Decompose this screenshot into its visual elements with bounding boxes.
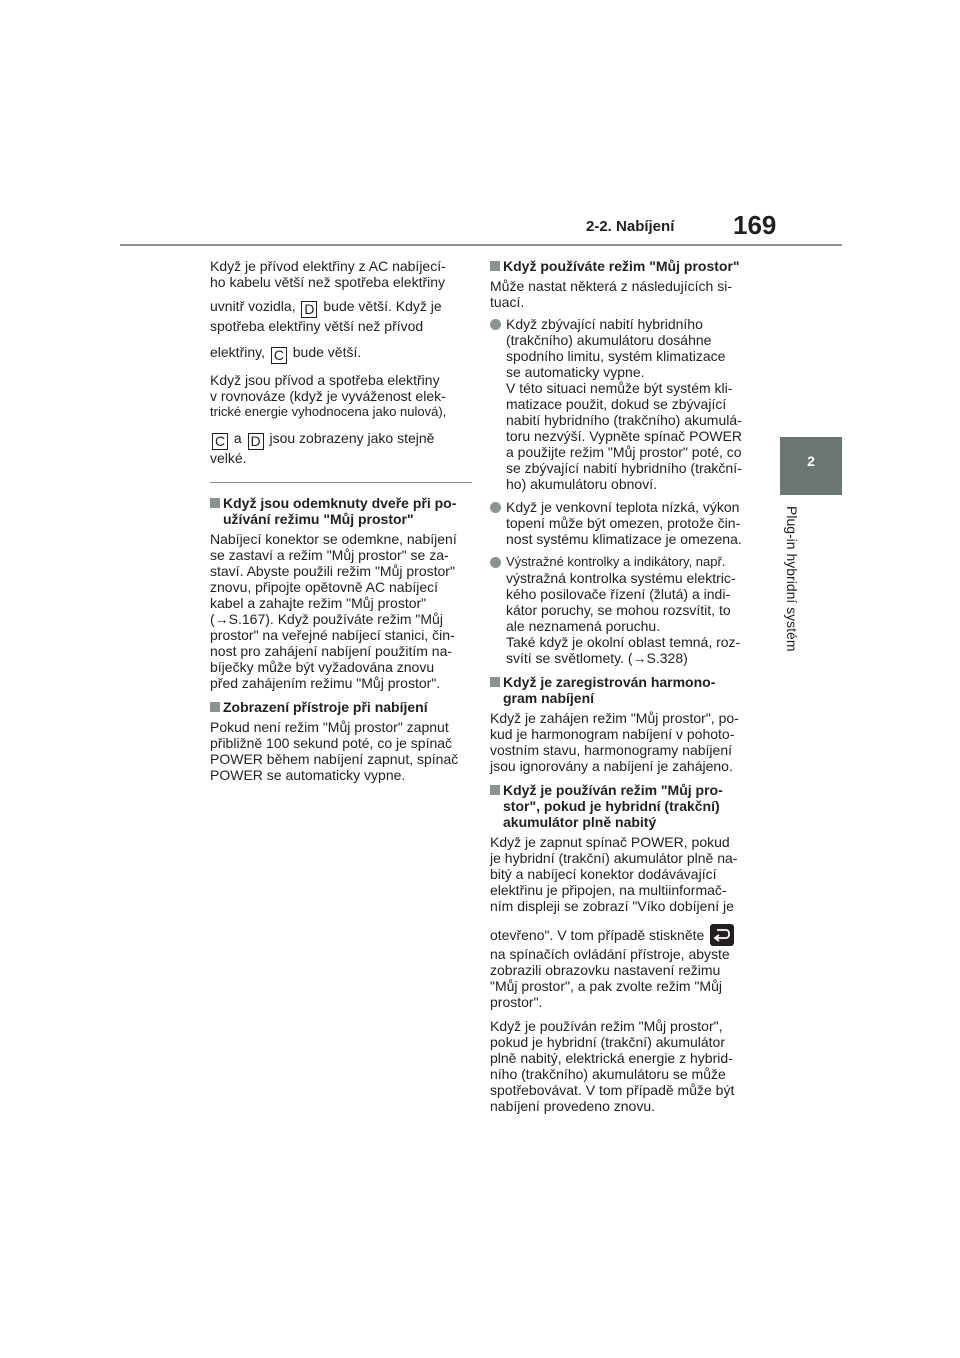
indicator-d: D [248, 433, 264, 450]
square-bullet-icon [490, 677, 500, 687]
paragraph: Nabíjecí konektor se odemkne, nabíjení se zastaví a režim "Můj prostor" se za- staví. Abyste použili režim "Můj prostor" znovu, připojte opětovně AC nabíjecí kabel a zahajte režim "Můj prostor" (→S.167). Když používáte režim "Můj prostor" na veřejné nabíjecí stanici, čin- nost pro zahájení nabíjení použitím na- bíječky může být vyžadována znovu před zahájením režimu "Můj prostor". [210, 531, 457, 691]
left-column [210, 258, 472, 789]
section-heading: Když je používán režim "Můj pro- stor", pokud je hybridní (trakční) akumulátor plně nabitý [490, 782, 760, 830]
paragraph: Pokud není režim "Můj prostor" zapnut přibližně 100 sekund poté, co je spínač POWER během nabíjení zapnut, spínač POWER se automaticky vypne. [210, 719, 459, 783]
paragraph: Když je používán režim "Můj prostor", pokud je hybridní (trakční) akumulátor plně nabitý, elektrická energie z hybrid- ního (trakčního) akumulátoru se může spotřebovávat. V tom případě může být nabíjení provedeno znovu. [490, 1018, 735, 1114]
paragraph: elektřiny, C bude větší. [210, 344, 362, 363]
paragraph: Když jsou přívod a spotřeba elektřiny v rovnováze (když je vyváženost elek- trické energie vyhodnocena jako nulová), [210, 372, 447, 419]
section-heading: Když je zaregistrován harmono- gram nabíjení [490, 674, 760, 706]
square-bullet-icon [210, 498, 220, 508]
section-divider [210, 482, 472, 483]
right-column [490, 258, 760, 1120]
section-heading: Zobrazení přístroje při nabíjení [210, 699, 472, 715]
paragraph: uvnitř vozidla, D bude větší. Když je spotřeba elektřiny větší než přívod [210, 298, 442, 334]
round-bullet-icon [490, 319, 501, 330]
list-item: Výstražné kontrolky a indikátory, např. výstražná kontrolka systému elektric- kého posilovače řízení (žlutá) a indi- kátor poruchy, se mohou rozsvítit, to ale neznamená poruchu. Také když je okolní oblast temná, roz- svítí se světlomety. (→S.328) [490, 554, 760, 666]
square-bullet-icon [490, 261, 500, 271]
indicator-c: C [212, 433, 228, 450]
section-title: 2-2. Nabíjení [586, 218, 675, 235]
header-rule [120, 244, 842, 246]
round-bullet-icon [490, 502, 501, 513]
indicator-d: D [301, 301, 317, 318]
round-bullet-icon [490, 557, 501, 568]
section-heading: Když jsou odemknuty dveře při po- užívání režimu "Můj prostor" [210, 495, 472, 527]
chapter-tab: 2 [780, 437, 842, 495]
paragraph: Může nastat některá z následujících si- tuací. [490, 278, 733, 310]
paragraph: otevřeno". V tom případě stiskněte na spínačích ovládání přístroje, abyste zobrazili obrazovku nastavení režimu "Můj prostor", a pak zvolte režim "Můj prostor". [490, 924, 760, 1010]
paragraph: C a D jsou zobrazeny jako stejně velké. [210, 430, 435, 466]
list-item: Když je venkovní teplota nízká, výkon topení může být omezen, protože čin- nost systému klimatizace je omezena. [490, 499, 760, 547]
back-button-icon [710, 924, 734, 946]
indicator-c: C [271, 347, 287, 364]
paragraph: Když je zapnut spínač POWER, pokud je hybridní (trakční) akumulátor plně na- bitý a nabíjecí konektor dodávávající elektřinu je připojen, na multiinformač- ním displeji se zobrazí "Víko dobíjení je [490, 834, 738, 914]
chapter-label: Plug-in hybridní systém [784, 506, 800, 652]
square-bullet-icon [210, 702, 220, 712]
section-heading: Když používáte režim "Můj prostor" [490, 258, 760, 274]
square-bullet-icon [490, 785, 500, 795]
paragraph: Když je zahájen režim "Můj prostor", po- kud je harmonogram nabíjení v pohoto- vostním stavu, harmonogramy nabíjení jsou ignorovány a nabíjení je zahájeno. [490, 710, 739, 774]
list-item: Když zbývající nabití hybridního (trakčního) akumulátoru dosáhne spodního limitu, systém klimatizace se automaticky vypne. V této situaci nemůže být systém kli- matizace použit, dokud se zbývající nabití hybridního (trakčního) akumulá- toru nezvýší. Vypněte spínač POWER a použijte režim "Můj prostor" poté, co se zbývající nabití hybridního (trakční- ho) akumulátoru obnoví. [490, 316, 760, 492]
paragraph: Když je přívod elektřiny z AC nabíjecí- ho kabelu větší než spotřeba elektřiny [210, 258, 446, 290]
page-number: 169 [733, 210, 777, 240]
